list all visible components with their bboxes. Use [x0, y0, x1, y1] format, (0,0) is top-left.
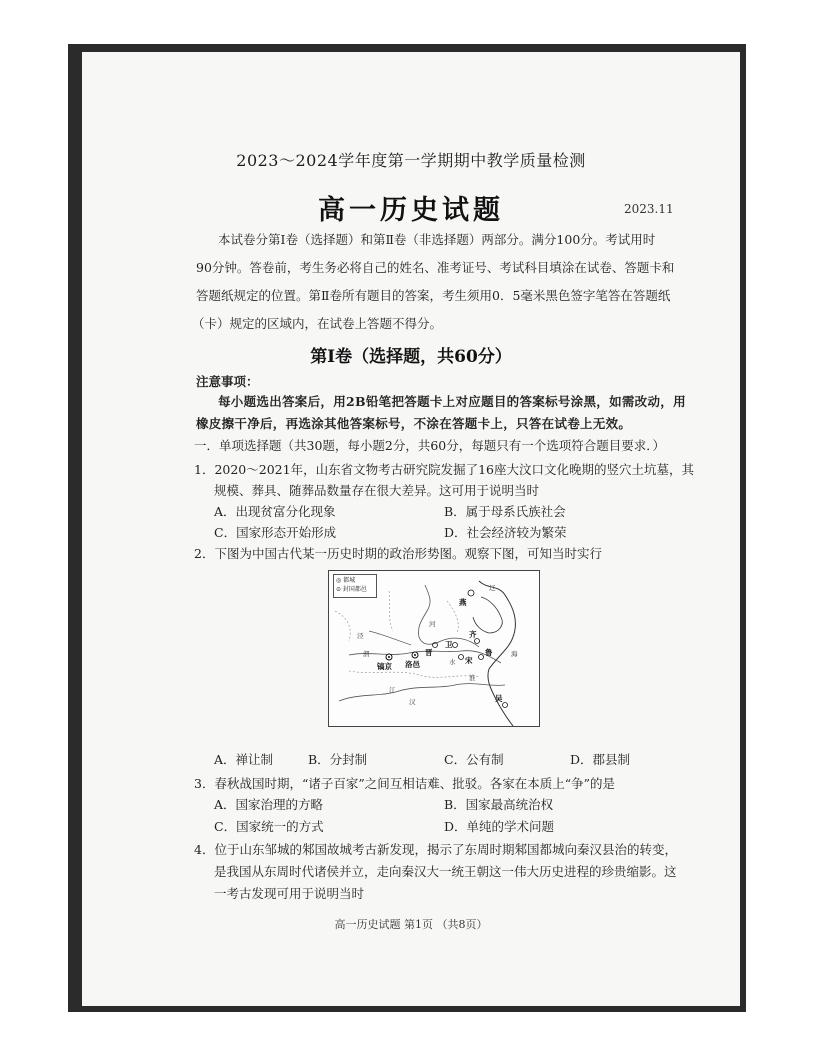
intro-line: 本试卷分第Ⅰ卷（选择题）和第Ⅱ卷（非选择题）两部分。满分100分。考试用时: [218, 232, 656, 247]
exam-date: 2023.11: [624, 202, 674, 216]
question-2-option-b: B．分封制: [308, 752, 368, 767]
intro-line: 90分钟。答卷前，考生务必将自己的姓名、准考证号、考试科目填涂在试卷、答题卡和: [196, 260, 675, 275]
notice-line: 每小题选出答案后，用2B铅笔把答题卡上对应题目的答案标号涂黑，如需改动，用: [218, 394, 686, 409]
legend-fief-capital: ⊙ 封国都邑: [336, 586, 367, 593]
map-legend: [333, 574, 377, 598]
map-label-river: 河: [429, 620, 436, 628]
map-label-liao: 辽: [489, 584, 496, 592]
legend-capital: ◎ 都城: [336, 577, 356, 584]
question-3-option-b: B．国家最高统治权: [444, 797, 554, 812]
map-city-jin: 晋: [425, 648, 433, 657]
map-label-sea: 海: [511, 650, 518, 658]
map-label-wei-river: 渭: [363, 650, 370, 658]
map-city-luoyi: 洛邑: [405, 660, 420, 669]
part-heading: 一．单项选择题（共30题，每小题2分，共60分，每题只有一个选项符合题目要求．）: [194, 438, 666, 453]
map-label-jiang: 江: [389, 686, 396, 694]
question-3-stem: 3．春秋战国时期，“诸子百家”之间互相诘难、批驳。各家在本质上“争”的是: [194, 776, 616, 791]
notice-line: 橡皮擦干净后，再选涂其他答案标号，不涂在答题卡上，只答在试卷上无效。: [196, 416, 632, 431]
intro-line: 答题纸规定的位置。第Ⅱ卷所有题目的答案，考生须用0．5毫米黑色签字笔答在答题纸: [196, 288, 671, 303]
question-4-stem: 4．位于山东邹城的邾国故城考古新发现，揭示了东周时期邾国都城向秦汉县治的转变，: [194, 842, 677, 857]
question-4-stem: 一考古发现可用于说明当时: [214, 886, 365, 901]
question-1-option-a: A．出现贫富分化现象: [214, 504, 336, 519]
exam-header: 2023～2024学年度第一学期期中教学质量检测: [236, 151, 586, 170]
map-city-haojing: 镐京: [377, 662, 392, 671]
exam-title: 高一历史试题: [318, 195, 504, 226]
map-label-jing-river: 泾: [357, 632, 364, 640]
question-2-option-a: A．禅让制: [214, 752, 274, 767]
notice-heading: 注意事项：: [196, 374, 259, 389]
intro-line: （卡）规定的区域内，在试卷上答题不得分。: [192, 316, 443, 331]
map-city-qi: 齐: [469, 630, 477, 639]
question-1-stem: 1．2020～2021年，山东省文物考古研究院发掘了16座大汶口文化晚期的竖穴土坑墓，其: [194, 462, 694, 477]
map-label-han: 汉: [409, 698, 416, 706]
question-1-option-b: B．属于母系氏族社会: [444, 504, 566, 519]
question-2-option-c: C．公有制: [444, 752, 504, 767]
section-title: 第Ⅰ卷（选择题，共60分）: [310, 347, 512, 367]
question-3-option-d: D．单纯的学术问题: [444, 819, 555, 834]
question-1-option-d: D．社会经济较为繁荣: [444, 525, 567, 540]
political-map: [328, 570, 540, 727]
question-2-option-d: D．郡县制: [570, 752, 631, 767]
exam-page: [82, 52, 740, 1006]
question-4-stem: 是我国从东周时代诸侯并立，走向秦汉大一统王朝这一伟大历史进程的珍贵缩影。这: [214, 864, 677, 879]
map-city-lu: 鲁: [485, 648, 493, 657]
map-city-song: 宋: [465, 656, 473, 665]
page-footer: 高一历史试题 第1页 （共8页）: [334, 918, 488, 931]
map-label-water: 水: [449, 658, 456, 666]
map-city-wu: 吴: [495, 694, 503, 703]
map-city-wei: 卫: [445, 640, 453, 649]
question-1-stem: 规模、葬具、随葬品数量存在很大差异。这可用于说明当时: [214, 483, 540, 498]
question-2-stem: 2．下图为中国古代某一历史时期的政治形势图。观察下图，可知当时实行: [194, 546, 602, 561]
question-3-option-c: C．国家统一的方式: [214, 819, 324, 834]
map-city-yan: 燕: [459, 598, 467, 607]
question-1-option-c: C．国家形态开始形成: [214, 525, 337, 540]
map-label-huai: 淮: [469, 674, 476, 682]
question-3-option-a: A．国家治理的方略: [214, 797, 324, 812]
